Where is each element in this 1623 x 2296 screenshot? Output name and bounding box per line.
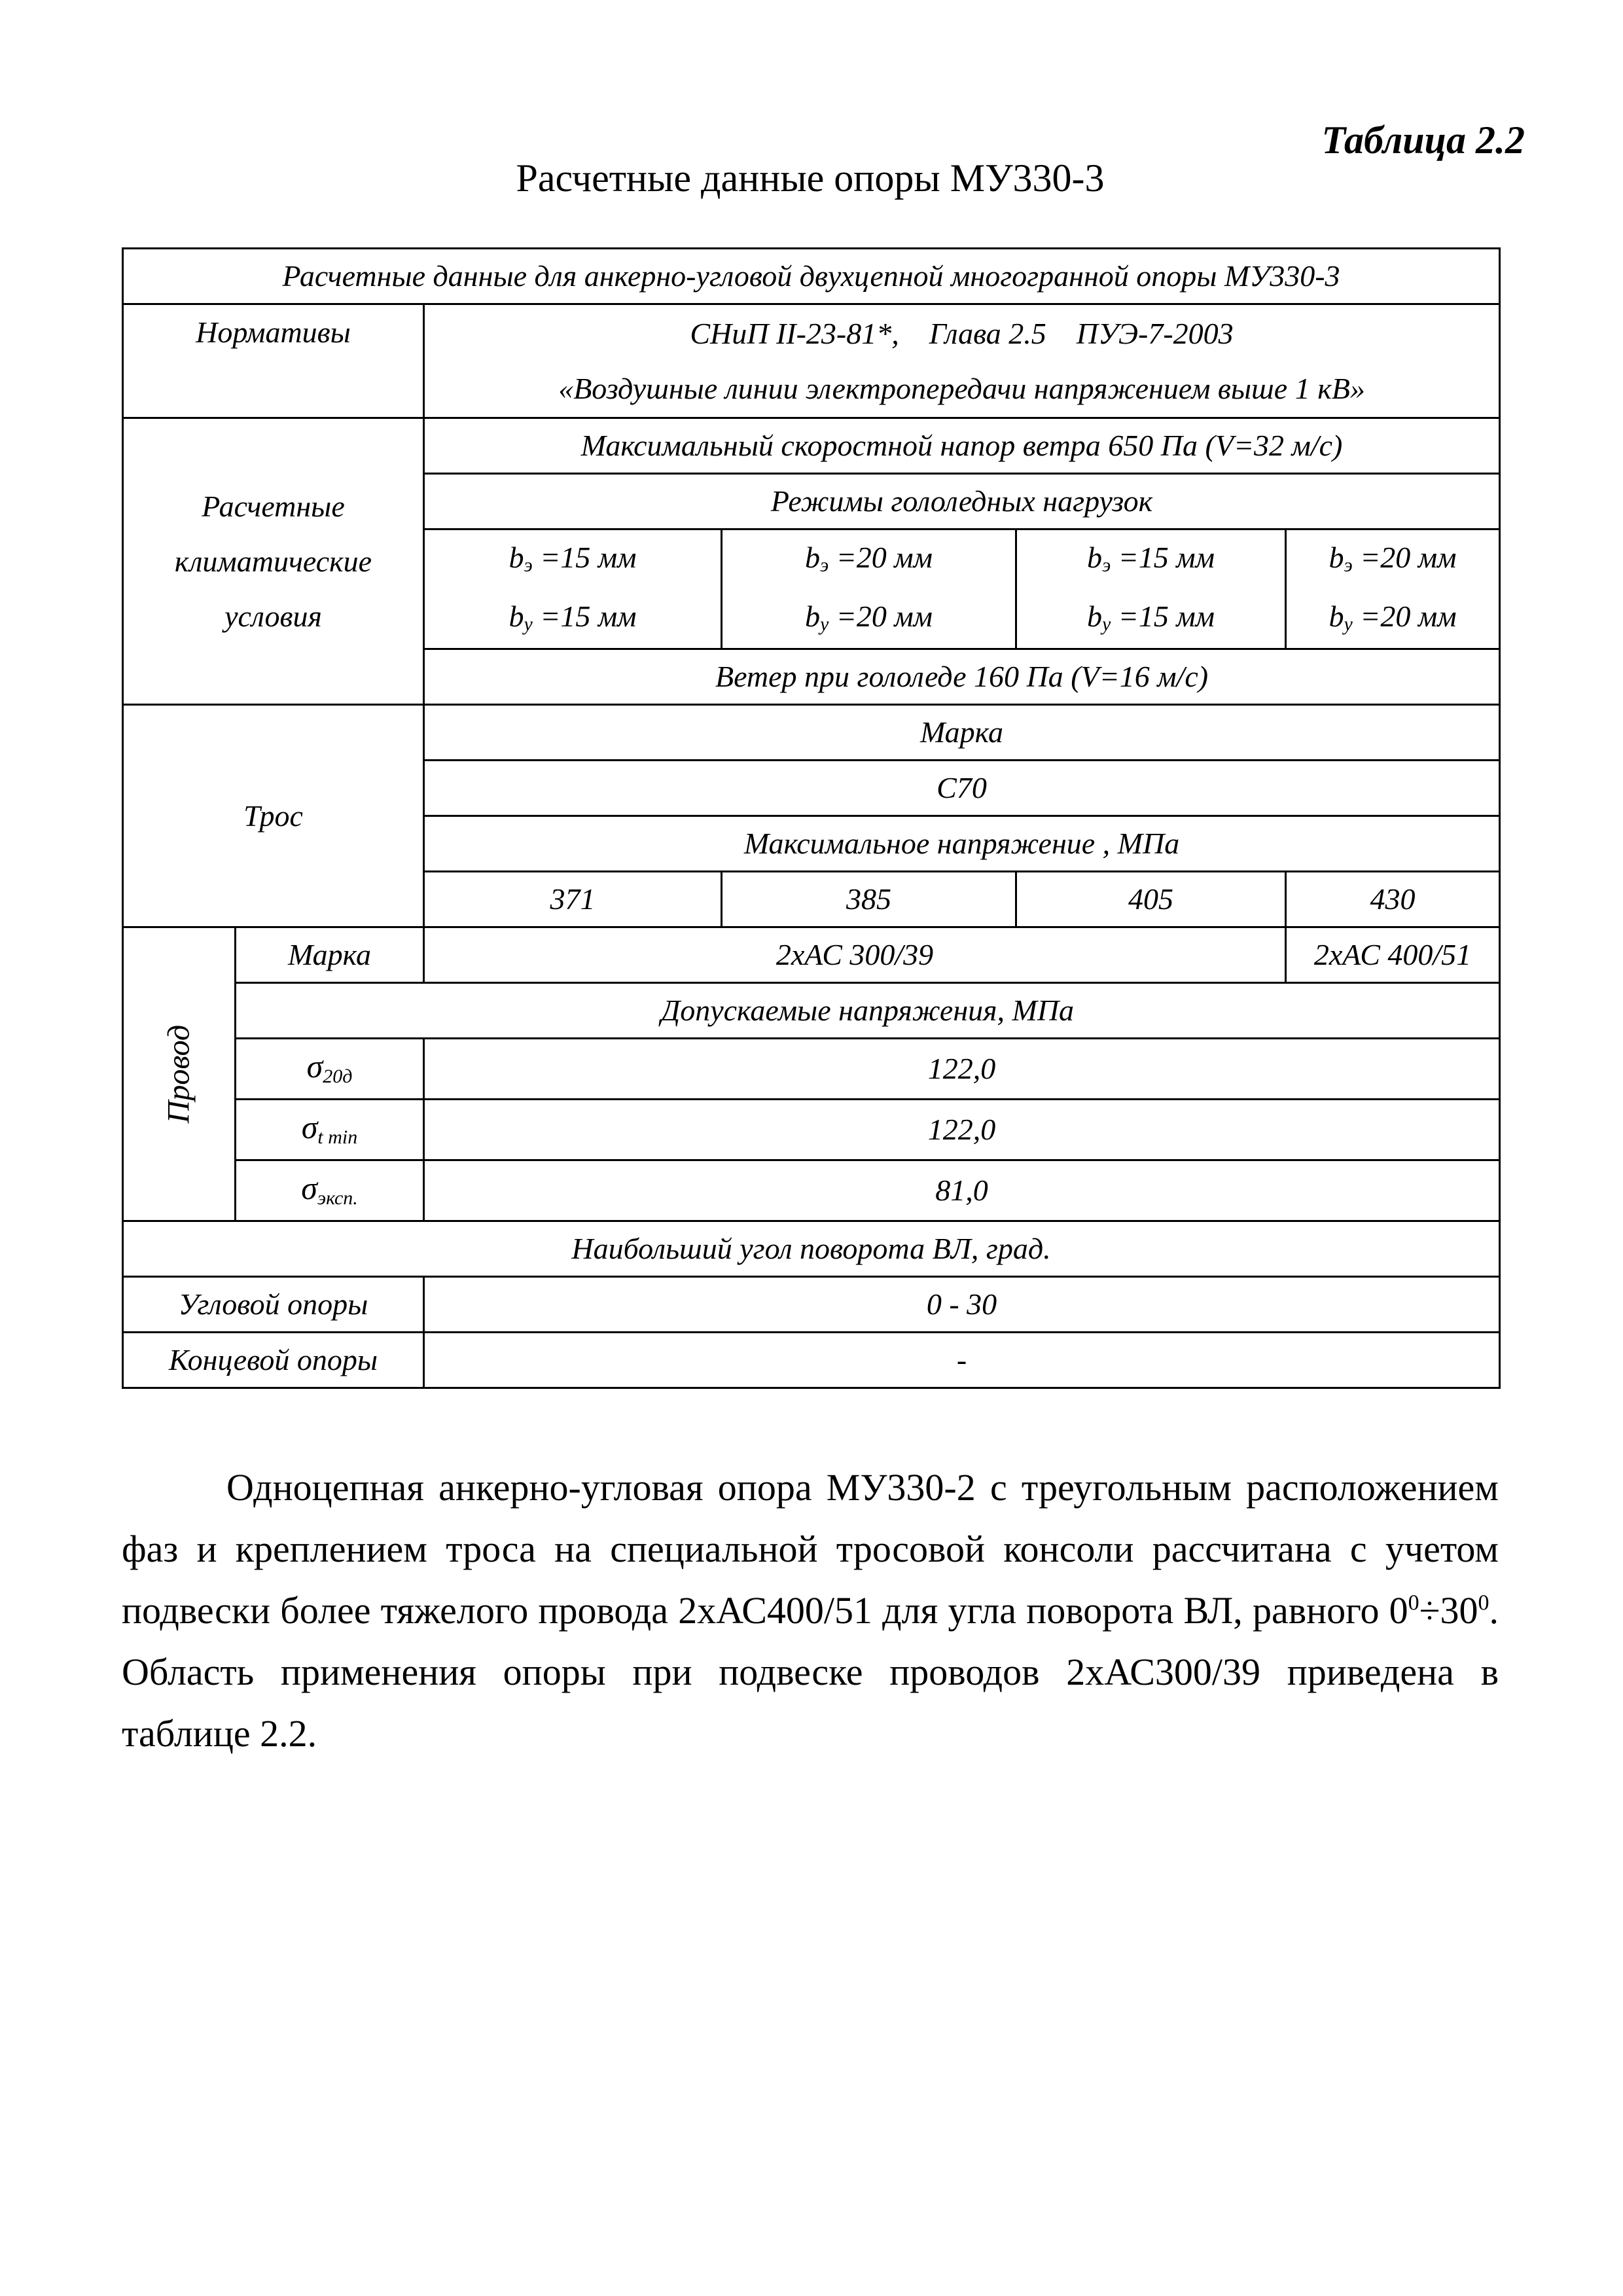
wire-label-cell	[123, 927, 236, 1221]
angle-header: Наибольший угол поворота ВЛ, град.	[123, 1221, 1500, 1277]
angle-label: Концевой опоры	[123, 1333, 424, 1388]
table-header: Расчетные данные для анкерно-угловой двухцепной многогранной опоры МУ330-3	[123, 249, 1500, 304]
normatives-line1: СНиП II-23-81*, Глава 2.5 ПУЭ-7-2003	[690, 316, 1234, 350]
sigma-value: 122,0	[424, 1100, 1500, 1160]
wind-with-ice: Ветер при гололеде 160 Па (V=16 м/с)	[424, 649, 1500, 705]
ice-mode-cell: bэ =15 мм by =15 мм	[1016, 529, 1286, 649]
climate-label-line1: Расчетные	[202, 489, 345, 523]
cable-max-stress-label: Максимальное напряжение , МПа	[424, 816, 1500, 872]
table-caption: Расчетные данные опоры МУ330-3	[516, 156, 1105, 200]
angle-label: Угловой опоры	[123, 1277, 424, 1333]
sigma-value: 122,0	[424, 1039, 1500, 1100]
design-data-table	[122, 247, 1501, 1389]
cable-stress-value: 385	[722, 872, 1016, 927]
max-wind-pressure: Максимальный скоростной напор ветра 650 Па (V=32 м/с)	[424, 418, 1500, 474]
normatives-line2: «Воздушные линии электропередачи напряжением выше 1 кВ»	[558, 371, 1365, 405]
ice-mode-cell: bэ =20 мм by =20 мм	[722, 529, 1016, 649]
ice-mode-cell: bэ =15 мм by =15 мм	[424, 529, 722, 649]
sigma-label: σ20д	[236, 1039, 424, 1100]
normatives-value	[424, 304, 1500, 418]
cable-brand-value: С70	[424, 761, 1500, 816]
sigma-value: 81,0	[424, 1160, 1500, 1221]
allowed-stress-label: Допускаемые напряжения, МПа	[236, 983, 1500, 1039]
angle-value: -	[424, 1333, 1500, 1388]
sigma-label: σt min	[236, 1100, 424, 1160]
ice-load-modes: Режимы гололедных нагрузок	[424, 474, 1500, 529]
sigma-label: σэксп.	[236, 1160, 424, 1221]
wire-brand-label: Марка	[236, 927, 424, 983]
cable-label: Трос	[123, 705, 424, 927]
body-paragraph: Одноцепная анкерно-угловая опора МУ330-2 с треугольным расположением фаз и креплением троса на специальной тросовой консоли рассчитана с учетом подвески более тяжелого провода 2хАС400/51 для угла поворота ВЛ, равного $0^0\div 30^0$. Область применения опоры при подвеске проводов 2хАС300/39 приведена в таблице 2.2.	[122, 1466, 1499, 1755]
table-number: Таблица 2.2	[1321, 118, 1525, 162]
wire-label: Провод	[161, 1024, 196, 1124]
cable-stress-value: 405	[1016, 872, 1286, 927]
climate-label	[123, 418, 424, 705]
climate-label-line2: климатические	[174, 544, 372, 578]
climate-label-line3: условия	[224, 599, 322, 633]
cable-brand-label: Марка	[424, 705, 1500, 761]
cable-stress-value: 371	[424, 872, 722, 927]
normatives-label: Нормативы	[123, 304, 424, 418]
wire-brand-value-1: 2хАС 300/39	[424, 927, 1286, 983]
ice-mode-cell: bэ =20 мм by =20 мм	[1286, 529, 1500, 649]
angle-value: 0 - 30	[424, 1277, 1500, 1333]
cable-stress-value: 430	[1286, 872, 1500, 927]
wire-brand-value-2: 2хАС 400/51	[1286, 927, 1500, 983]
